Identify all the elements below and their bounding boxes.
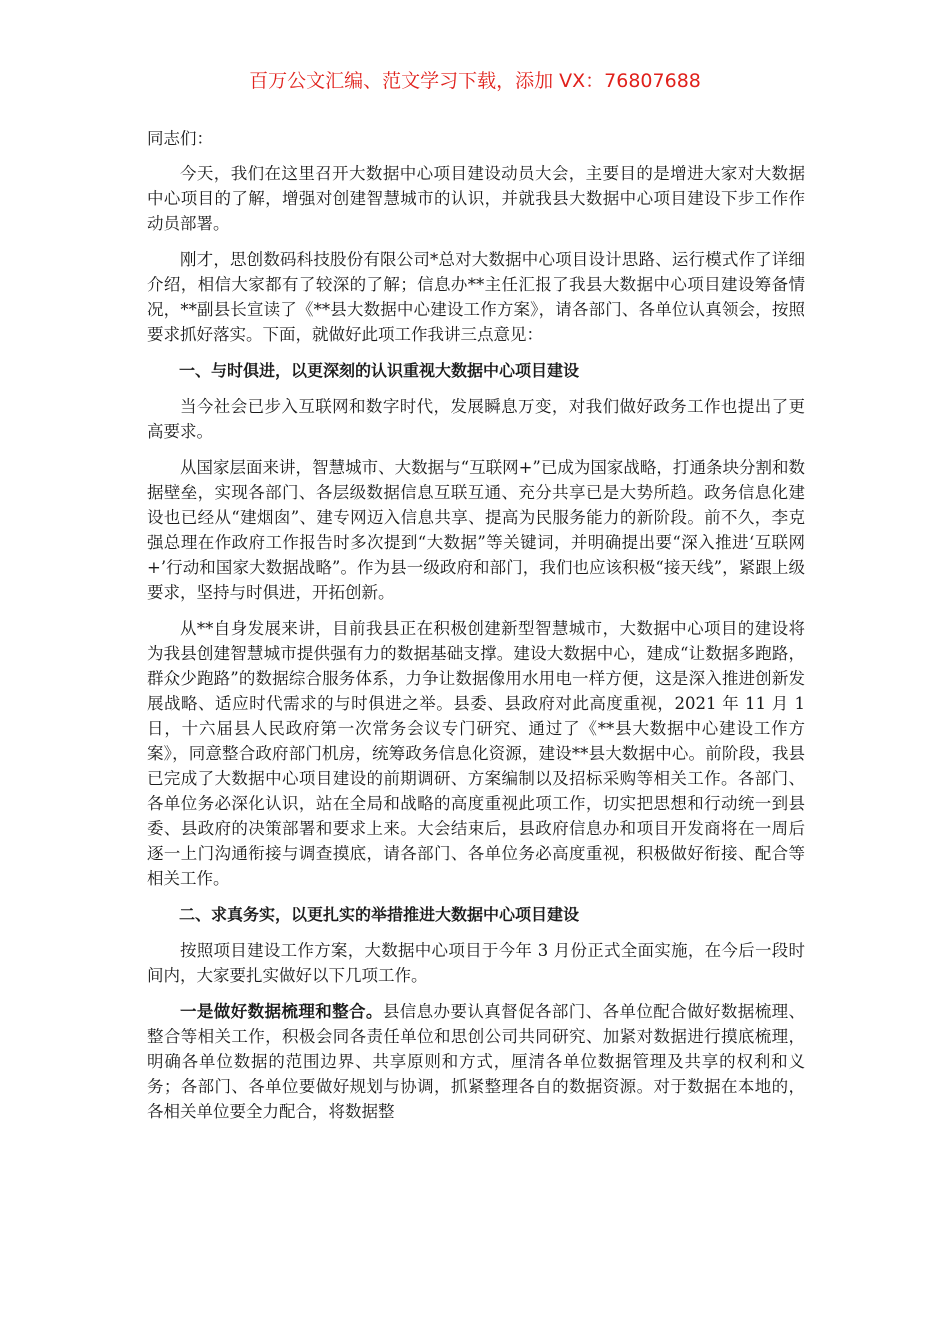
greeting: 同志们：	[147, 129, 213, 148]
paragraph-body-text: 县信息办要认真督促各部门、各单位配合做好数据梳理、整合等相关工作，积极会同各责任单位和思创公司共同研究、加紧对数据进行摸底梳理，明确各单位数据的范围边界、共享原则和方式，厘清各单位数据管理及共享的权利和义务；各部门、各单位要做好规划与协调，抓紧整理各自的数据资源。对于数据在本地的，各相关单位要全力配合，将数据整	[147, 1002, 806, 1121]
section-heading-2: 二、求真务实，以更扎实的举措推进大数据中心项目建设	[179, 905, 580, 924]
paragraph-implementation: 按照项目建设工作方案，大数据中心项目于今年 3 月份正式全面实施，在今后一段时间内，大家要扎实做好以下几项工作。	[147, 941, 805, 985]
promo-banner: 百万公文汇编、范文学习下载，添加 VX：76807688	[249, 70, 701, 92]
paragraph-local-development: 从**自身发展来讲，目前我县正在积极创建新型智慧城市，大数据中心项目的建设将为我县创建智慧城市提供强有力的数据基础支撑。建设大数据中心，建成“让数据多跑路，群众少跑路”的数据综合服务体系，力争让数据像用水用电一样方便，这是深入推进创新发展战略、适应时代需求的与时俱进之举。县委、县政府对此高度重视，2021 年 11 月 1 日，十六届县人民政府第一次常务会议专门研究、通过了《**县大数据中心建设工作方案》，同意整合政府部门机房，统筹政务信息化资源，建设**县大数据中心。前阶段，我县已完成了大数据中心项目建设的前期调研、方案编制以及招标采购等相关工作。各部门、各单位务必深化认识，站在全局和战略的高度重视此项工作，切实把思想和行动统一到县委、县政府的决策部署和要求上来。大会结束后，县政府信息办和项目开发商将在一周后逐一上门沟通衔接与调查摸底，请各部门、各单位务必高度重视，积极做好衔接、配合等相关工作。	[147, 619, 805, 888]
section-heading-1: 一、与时俱进，以更深刻的认识重视大数据中心项目建设	[179, 361, 580, 380]
paragraph-briefing: 刚才，思创数码科技股份有限公司*总对大数据中心项目设计思路、运行模式作了详细介绍，相信大家都有了较深的了解；信息办**主任汇报了我县大数据中心项目建设筹备情况，**副县长宣读了《**县大数据中心建设工作方案》，请各部门、各单位认真领会，按照要求抓好落实。下面，就做好此项工作我讲三点意见：	[147, 250, 805, 344]
paragraph-data-integration	[147, 999, 805, 1124]
paragraph-national-level: 从国家层面来讲，智慧城市、大数据与“互联网+”已成为国家战略，打通条块分割和数据壁垒，实现各部门、各层级数据信息互联互通、充分共享已是大势所趋。政务信息化建设也已经从“建烟囱”、建专网迈入信息共享、提高为民服务能力的新阶段。前不久，李克强总理在作政府工作报告时多次提到“大数据”等关键词，并明确提出要“深入推进‘互联网+’行动和国家大数据战略”。作为县一级政府和部门，我们也应该积极“接天线”，紧跟上级要求，坚持与时俱进，开拓创新。	[147, 458, 805, 602]
paragraph-digital-era: 当今社会已步入互联网和数字时代，发展瞬息万变，对我们做好政务工作也提出了更高要求。	[147, 397, 805, 441]
speech-body	[147, 126, 805, 1135]
paragraph-lead-text: 一是做好数据梳理和整合。	[180, 1002, 383, 1021]
paragraph-intro: 今天，我们在这里召开大数据中心项目建设动员大会，主要目的是增进大家对大数据中心项目的了解，增强对创建智慧城市的认识，并就我县大数据中心项目建设下步工作作动员部署。	[147, 164, 805, 233]
